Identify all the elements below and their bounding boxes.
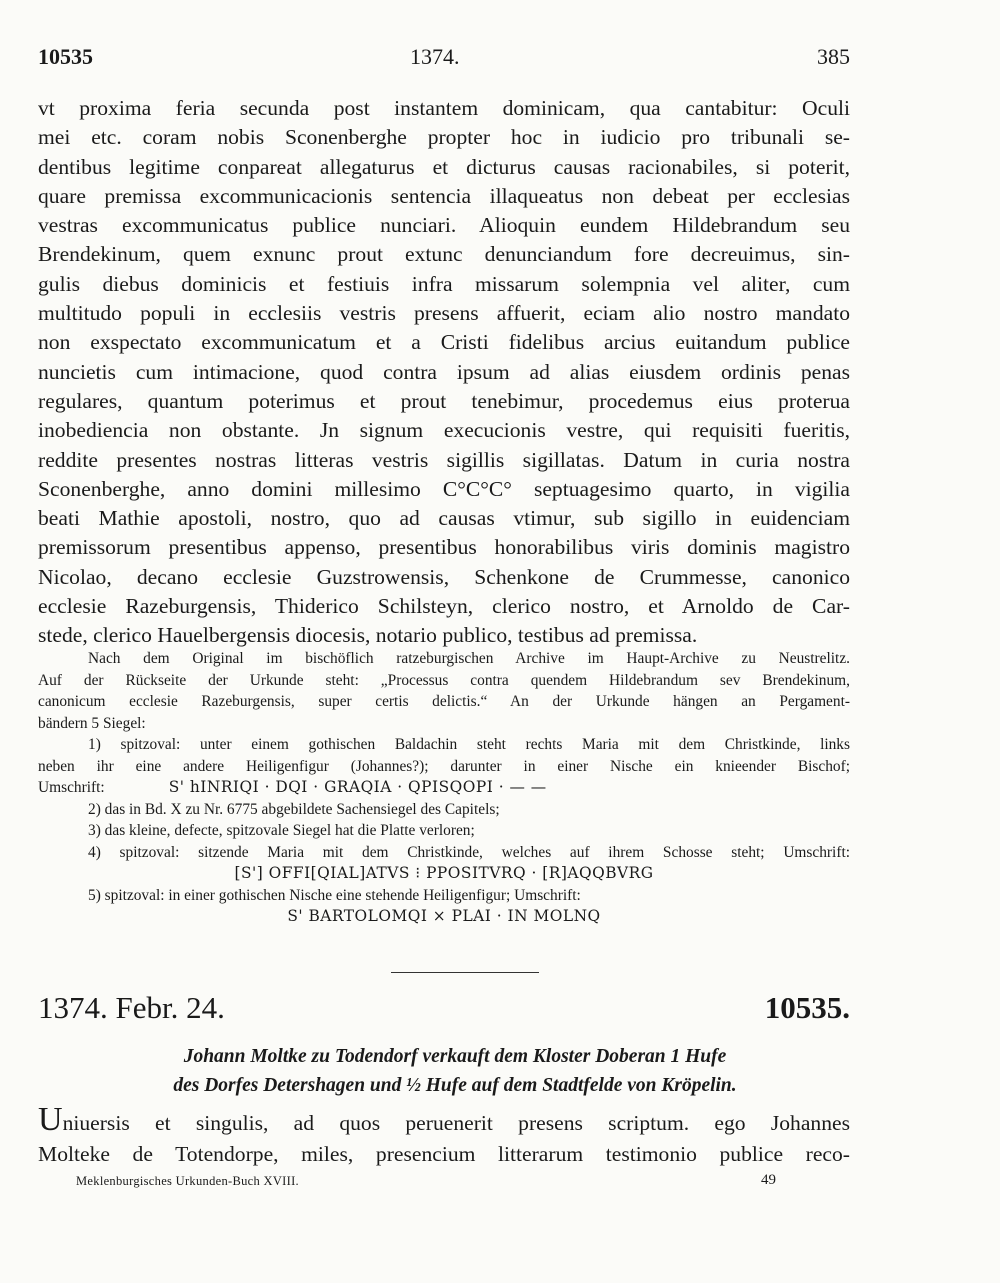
umschrift-label: Umschrift: [38,779,105,796]
text-line: ecclesie Razeburgensis, Thiderico Schilsteyn, clerico nostro, et Arnoldo de Car- [38,594,850,619]
book-title: Meklenburgisches Urkunden-Buch XVIII. [76,1174,299,1188]
charter-text [38,94,850,651]
summary-line: des Dorfes Detershagen und ½ Hufe auf dem Stadtfelde von Kröpelin. [173,1075,737,1096]
page-footer [76,1174,776,1194]
text-line: multitudo populi in ecclesiis vestris presens affuerit, eciam alio nostro mandato [38,301,850,326]
text-line: nuncietis cum intimacione, quod contra ipsum ad alias eiusdem ordinis penas [38,359,850,384]
seal-description: 5) spitzoval: in einer gothischen Nische eine stehende Heiligenfigur; Umschrift: [88,886,581,904]
note-line: Nach dem Original im bischöflich ratzeburgischen Archive im Haupt-Archive zu Neustrelitz. [88,650,850,667]
text-line: quare premissa excommunicacionis sentencia illaqueatus non debeat per ecclesias [38,183,850,208]
seal-description: 4) spitzoval: sitzende Maria mit dem Christkinde, welches auf ihrem Schosse steht; Umschrift: [88,843,850,861]
text-line-rest: niuersis et singulis, ad quos peruenerit presens scriptum. ego Johannes [62,1111,850,1135]
text-line: beati Mathie apostoli, nostro, quo ad causas vtimur, sub sigillo in euidenciam [38,506,850,531]
text-line: mei etc. coram nobis Sconenberghe propter hoc in iudicio pro tribunali se- [38,125,850,150]
document-date: 1374. Febr. 24. [38,990,225,1025]
document-text [38,1101,850,1170]
header-page-number: 385 [817,44,850,69]
text-line: inobediencia non obstante. Jn signum execucionis vestre, qui requisiti fueritis, [38,418,850,443]
note-line: Auf der Rückseite der Urkunde steht: „Processus contra quendem Hildebrandum sev Brendekinum, [38,671,850,689]
text-line: gulis diebus dominicis et festiuis infra missarum solempnia vel aliter, cum [38,271,850,296]
header-year: 1374. [410,44,460,69]
text-line: Brendekinum, quem exnunc prout extunc denunciandum fore decreuimus, sin- [38,242,850,267]
text-line: vt proxima feria secunda post instantem dominicam, qua cantabitur: Oculi [38,96,850,120]
text-line: premissorum presentibus appenso, presentibus honorabilibus viris dominis magistro [38,535,850,560]
text-line: Nicolao, decano ecclesie Guzstrowensis, Schenkone de Crummesse, canonico [38,564,850,589]
text-line: non exspectato excommunicatum et a Cristi fidelibus arcius euitandum publice [38,330,850,355]
text-line: vestras excommunicatus publice nunciari. Alioquin eundem Hildebrandum seu [38,213,850,238]
note-line: bändern 5 Siegel: [38,714,146,732]
section-divider [391,972,539,973]
document-number: 10535. [764,990,850,1025]
text-line: Molteke de Totendorpe, miles, presencium litterarum testimonio publice reco- [38,1142,850,1166]
seal-description: 1) spitzoval: unter einem gothischen Baldachin steht rechts Maria mit dem Christkinde, links [88,736,850,753]
text-line [38,1101,850,1139]
text-line: Sconenberghe, anno domini millesimo C°C°C° septuagesimo quarto, in vigilia [38,476,850,501]
seal-legend: [S'] OFFI[QIAL]ATVS ⁝ PPOSITVRQ · [R]AQQBVRG [234,864,654,882]
seal-legend: S' hINRIQI · DQI · GRAQIA · QPISQOPI · — — [168,778,547,796]
seal-description: 2) das in Bd. X zu Nr. 6775 abgebildete Sachensiegel des Capitels; [88,800,500,818]
editorial-notes [38,648,850,928]
note-line: canonicum ecclesie Razeburgensis, super certis delictis.“ An der Urkunde hängen an Pergament- [38,693,850,710]
document-summary [60,1042,850,1100]
seal-description: neben ihr eine andere Heiligenfigur (Johannes?); darunter in einer Nische ein knieender Bischof; [38,757,850,775]
seal-legend: S' BARTOLOMQI × PLAI · IN MOLNQ [287,907,601,925]
summary-line: Johann Moltke zu Todendorf verkauft dem Kloster Doberan 1 Hufe [183,1046,727,1067]
next-document-heading [38,990,850,1032]
text-line: stede, clerico Hauelbergensis diocesis, notario publico, testibus ad premissa. [38,623,698,648]
header-doc-number: 10535 [38,44,93,69]
page-header [38,44,850,76]
sheet-number: 49 [761,1172,776,1188]
seal-umschrift-line [38,777,850,799]
text-line: dentibus legitime conpareat allegaturus et dicturus causas racionabiles, si poterit, [38,154,850,179]
text-line: regulares, quantum poterimus et prout tenebimur, procedemus eius proterua [38,388,850,413]
drop-cap: U [38,1101,63,1138]
seal-description: 3) das kleine, defecte, spitzovale Siegel hat die Platte verloren; [88,822,475,839]
text-line: reddite presentes nostras litteras vestris sigillis sigillatas. Datum in curia nostra [38,447,850,472]
